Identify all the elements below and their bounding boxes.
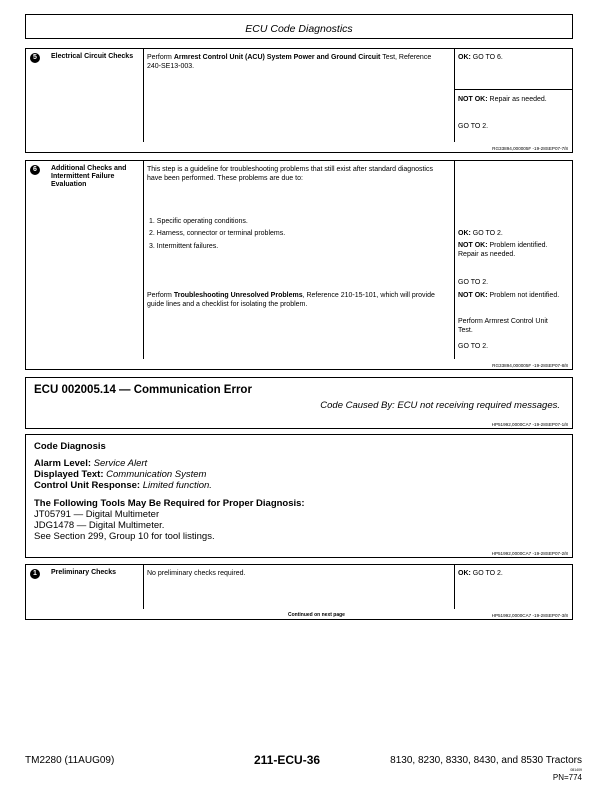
footer-right: 8130, 8230, 8330, 8430, and 8530 Tractors bbox=[390, 755, 582, 766]
tool-item: JT05791 — Digital Multimeter bbox=[34, 509, 160, 520]
step-6-action-cell bbox=[144, 161, 455, 359]
notok-result bbox=[458, 291, 563, 300]
displayed-label: Displayed Text: bbox=[34, 469, 104, 480]
ok-label: OK: bbox=[458, 570, 471, 577]
step-title: Preliminary Checks bbox=[51, 569, 116, 576]
reference-code: HP51992,0000CA7 -19-28SEP07-3/8 bbox=[491, 613, 568, 618]
goto-text: GO TO 2. bbox=[458, 279, 489, 286]
footer-pn: PN=774 bbox=[552, 773, 582, 782]
continued-note: Continued on next page bbox=[288, 612, 345, 618]
footer-left: TM2280 (11AUG09) bbox=[25, 755, 115, 766]
action-text: Perform bbox=[147, 54, 174, 61]
notok-label: NOT OK: bbox=[458, 292, 488, 299]
alarm-label: Alarm Level: bbox=[34, 458, 92, 469]
header-title: ECU Code Diagnostics bbox=[245, 23, 353, 35]
code-caused: Code Caused By: ECU not receiving required messages. bbox=[320, 400, 560, 411]
step-1-action-cell bbox=[144, 565, 455, 609]
notok-result bbox=[458, 95, 563, 104]
perform-text bbox=[147, 291, 447, 309]
displayed-value: Communication System bbox=[106, 469, 207, 480]
diagnosis-heading: Code Diagnosis bbox=[34, 441, 106, 452]
notok-text: Repair as needed. bbox=[489, 96, 547, 103]
ok-result bbox=[458, 53, 503, 62]
step-number-badge: 1 bbox=[30, 569, 40, 579]
step-1-box bbox=[25, 564, 573, 620]
ok-text: GO TO 2. bbox=[472, 570, 503, 577]
footer-small: 081409 bbox=[570, 768, 582, 772]
tools-heading: The Following Tools May Be Required for Proper Diagnosis: bbox=[34, 498, 305, 509]
code-title-box bbox=[25, 377, 573, 429]
reference-code: HP51992,0000CA7 -19-28SEP07-2/8 bbox=[491, 551, 568, 556]
ok-result bbox=[458, 229, 503, 238]
ok-text: GO TO 6. bbox=[472, 54, 503, 61]
reference-code: RG33894,000005F -19-28SEP07-7/8 bbox=[492, 146, 568, 151]
alarm-level bbox=[34, 458, 147, 469]
perform-pre: Perform bbox=[147, 292, 174, 299]
ok-result bbox=[458, 569, 503, 578]
action-text-end: Test, Reference 240-SE13-003. bbox=[147, 54, 432, 70]
step-6-box bbox=[25, 160, 573, 370]
notok-label: NOT OK: bbox=[458, 96, 488, 103]
goto-text: GO TO 2. bbox=[458, 123, 489, 130]
step-number-badge: 5 bbox=[30, 53, 40, 63]
step-5-result-cell bbox=[455, 49, 572, 142]
control-label: Control Unit Response: bbox=[34, 480, 141, 491]
page-header bbox=[25, 14, 573, 39]
header-rule bbox=[25, 38, 573, 39]
step-6-result-cell bbox=[455, 161, 572, 359]
perform-bold: Troubleshooting Unresolved Problems bbox=[173, 292, 303, 299]
action-bold: Armrest Control Unit (ACU) System Power and Ground Circuit bbox=[173, 54, 381, 61]
reference-code: HP51992,0000CA7 -19-28SEP07-1/8 bbox=[491, 422, 568, 427]
step-1-title-cell bbox=[26, 565, 144, 609]
step-1-result-cell bbox=[455, 565, 572, 609]
code-title: ECU 002005.14 — Communication Error bbox=[34, 384, 252, 396]
notok-label: NOT OK: bbox=[458, 242, 488, 249]
tool-item: JDG1478 — Digital Multimeter. bbox=[34, 520, 165, 531]
ok-text: GO TO 2. bbox=[472, 230, 503, 237]
step-number-badge: 6 bbox=[30, 165, 40, 175]
tool-item: See Section 299, Group 10 for tool listings. bbox=[34, 531, 215, 542]
step-title: Electrical Circuit Checks bbox=[51, 53, 134, 60]
ok-label: OK: bbox=[458, 230, 471, 237]
step-5-box bbox=[25, 48, 573, 153]
step-5-action-cell bbox=[144, 49, 455, 142]
step-6-title-cell bbox=[26, 161, 144, 359]
notok-text: Problem not identified. bbox=[489, 292, 560, 299]
step-action: No preliminary checks required. bbox=[147, 570, 246, 577]
notok-result bbox=[458, 241, 563, 259]
step-action bbox=[147, 53, 447, 71]
list-item: 3. Intermittent failures. bbox=[149, 243, 219, 250]
list-item: 1. Specific operating conditions. bbox=[149, 218, 248, 225]
control-value: Limited function. bbox=[142, 480, 212, 491]
step-5-title-cell bbox=[26, 49, 144, 142]
list-item: 2. Harness, connector or terminal problems. bbox=[149, 230, 286, 237]
perform-post: , Reference 210-15-101, which will provide guide lines and a checklist for isolating the problem. bbox=[147, 292, 435, 308]
step-title: Additional Checks and Intermittent Failure Evaluation bbox=[51, 165, 127, 188]
reference-code: RG33894,000005F -19-28SEP07-8/8 bbox=[492, 363, 568, 368]
perform-acu-text: Perform Armrest Control Unit Test. bbox=[458, 318, 548, 334]
goto-text: GO TO 2. bbox=[458, 343, 489, 350]
ok-label: OK: bbox=[458, 54, 471, 61]
displayed-text bbox=[34, 469, 206, 480]
control-unit-response bbox=[34, 480, 212, 491]
notok-text: Problem identified. Repair as needed. bbox=[458, 242, 548, 258]
step-intro: This step is a guideline for troubleshooting problems that still exist after standard diagnostics have been performed. These problems are due to: bbox=[147, 166, 433, 182]
footer-page-number: 211-ECU-36 bbox=[254, 753, 321, 767]
code-diagnosis-box bbox=[25, 434, 573, 558]
alarm-value: Service Alert bbox=[93, 458, 148, 469]
divider bbox=[455, 89, 572, 90]
